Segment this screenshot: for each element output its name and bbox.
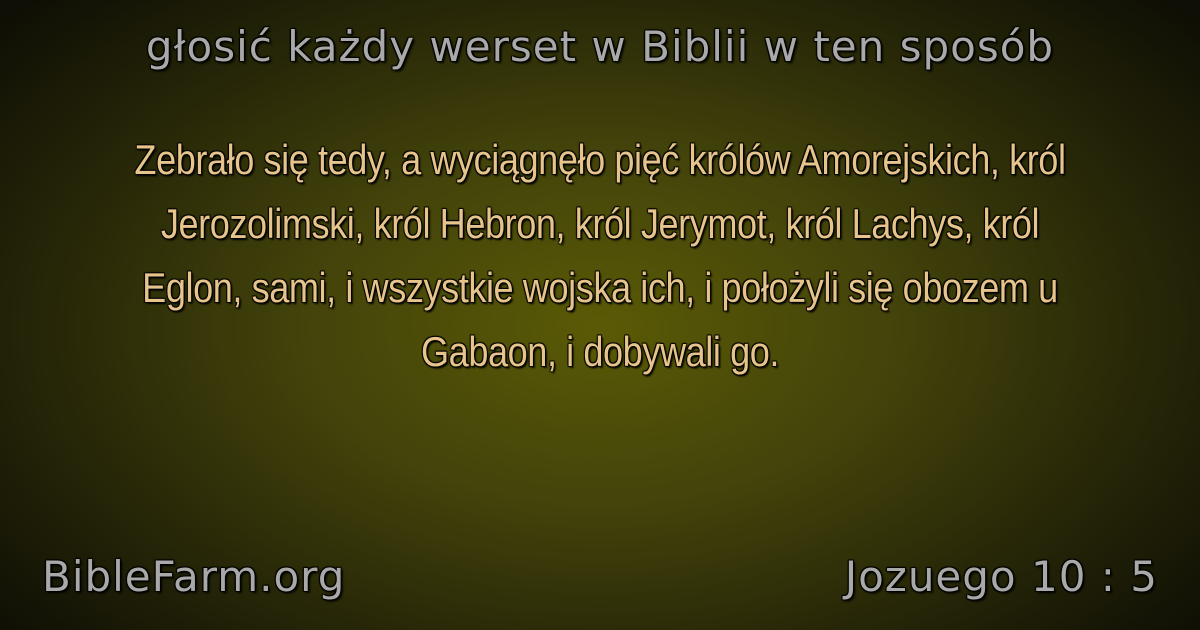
verse-reference: Jozuego 10 : 5 — [844, 552, 1158, 601]
verse-text: Zebrało się tedy, a wyciągnęło pięć królów Amorejskich, król Jerozolimski, król Hebron, król Jerymot, król Lachys, król Eglon, sami, i wszystkie wojska ich, i położyli się obozem u Gabaon, i dobywali go. — [134, 136, 1066, 375]
site-name: BibleFarm.org — [42, 552, 346, 601]
tagline-header: głosić każdy werset w Biblii w ten sposób — [145, 22, 1055, 71]
